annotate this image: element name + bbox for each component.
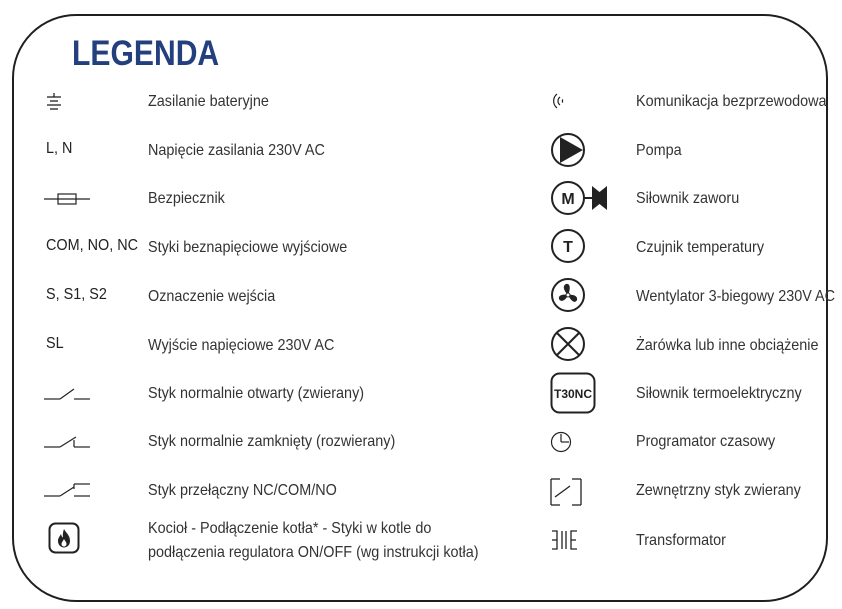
legend-label-external-contact: Zewnętrzny styk zwierany [636, 482, 801, 499]
legend-label-potential-free-contacts: Styki beznapięciowe wyjściowe [148, 239, 348, 256]
symbol-sl [46, 335, 66, 353]
external-contact-icon [550, 477, 582, 507]
legend-label-timer: Programator czasowy [636, 433, 776, 450]
pump-icon [550, 132, 586, 168]
legend-title: LEGENDA [72, 34, 220, 73]
legend-label-bulb-load: Żarówka lub inne obciążenie [636, 337, 819, 354]
temperature-sensor-label: T [563, 239, 573, 256]
legend-label-fuse: Bezpiecznik [148, 190, 225, 207]
timer-clock-icon [550, 431, 572, 453]
legend-label-pump: Pompa [636, 142, 682, 159]
symbol-text-sl: SL [46, 335, 64, 352]
symbol-text-s-s1-s2: S, S1, S2 [46, 286, 107, 303]
transformer-icon [550, 529, 580, 551]
legend-label-input-designation: Oznaczenie wejścia [148, 288, 276, 305]
legend-label-battery: Zasilanie bateryjne [148, 93, 269, 110]
legend-label-fan: Wentylator 3-biegowy 230V AC [636, 288, 836, 305]
valve-actuator-label: M [561, 191, 575, 208]
symbol-com-no-nc [46, 237, 148, 255]
symbol-s-s1-s2 [46, 286, 114, 304]
legend-label-voltage-output: Wyjście napięciowe 230V AC [148, 337, 335, 354]
legend-label-thermoelectric-actuator: Siłownik termoelektryczny [636, 385, 802, 402]
normally-open-contact-icon [44, 384, 90, 404]
legend-label-normally-closed: Styk normalnie zamknięty (rozwierany) [148, 433, 396, 450]
fuse-icon [44, 189, 90, 209]
bulb-load-icon [550, 326, 586, 362]
legend-label-wireless: Komunikacja bezprzewodowa [636, 93, 827, 110]
fan-icon [550, 277, 586, 313]
symbol-text-l-n: L, N [46, 140, 73, 157]
thermoelectric-actuator-label: T30NC [553, 387, 593, 401]
legend-label-boiler-line1: Kocioł - Podłączenie kotła* - Styki w kotle do [148, 520, 432, 537]
battery-icon [44, 92, 74, 112]
symbol-text-com-no-nc: COM, NO, NC [46, 237, 138, 254]
temperature-sensor-icon [550, 228, 586, 264]
valve-actuator-icon [550, 180, 610, 216]
legend-label-supply-voltage: Napięcie zasilania 230V AC [148, 142, 325, 159]
symbol-l-n [46, 140, 75, 158]
changeover-contact-icon [44, 481, 90, 501]
legend-label-transformer: Transformator [636, 532, 726, 549]
legend-label-normally-open: Styk normalnie otwarty (zwierany) [148, 385, 365, 402]
legend-label-temperature-sensor: Czujnik temperatury [636, 239, 765, 256]
boiler-flame-icon [48, 522, 80, 554]
legend-label-changeover: Styk przełączny NC/COM/NO [148, 482, 337, 499]
legend-label-boiler-line2: podłączenia regulatora ON/OFF (wg instrukcji kotła) [148, 544, 479, 561]
thermoelectric-actuator-icon [550, 372, 596, 414]
legend-label-valve-actuator: Siłownik zaworu [636, 190, 740, 207]
normally-closed-contact-icon [44, 432, 90, 452]
wireless-icon [550, 91, 570, 111]
